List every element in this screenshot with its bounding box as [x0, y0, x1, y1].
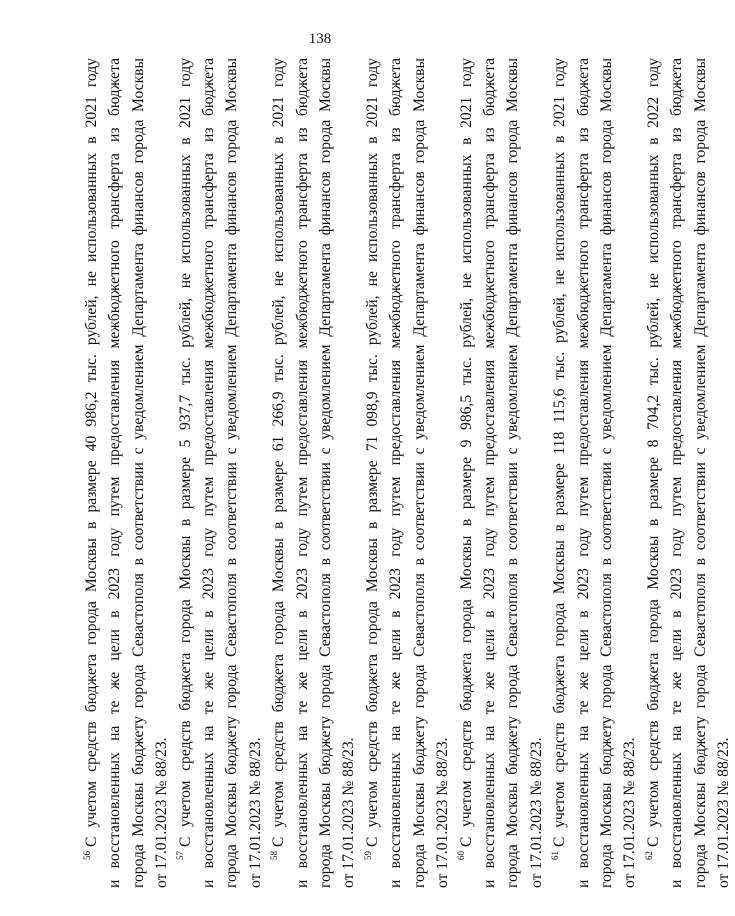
footnote-text: С учетом средств бюджета города Москвы в размере 9 986,5 тыс. рублей, не использованных в 2021 году [457, 58, 475, 847]
footnote-text: от 17.01.2023 № 88/23. [153, 737, 171, 888]
footnote-59 [361, 58, 455, 888]
footnote-56 [80, 58, 174, 888]
footnote-61 [548, 58, 642, 888]
footnote-text: города Москвы бюджету города Севастополя в соответствии с уведомлением Департамента финансов города Москвы [691, 58, 709, 888]
footnote-60 [455, 58, 549, 888]
footnote-text: города Москвы бюджету города Севастополя в соответствии с уведомлением Департамента финансов города Москвы [317, 58, 335, 888]
footnote-mark: 59 [362, 851, 373, 860]
footnote-mark: 56 [81, 851, 92, 860]
footnote-57 [174, 58, 268, 888]
footnote-mark: 58 [269, 851, 280, 860]
footnote-text: С учетом средств бюджета города Москвы в размере 40 986,2 тыс. рублей, не использованных в 2021 году [83, 58, 100, 847]
footnote-text: города Москвы бюджету города Севастополя в соответствии с уведомлением Департамента финансов города Москвы [410, 58, 428, 888]
footnote-text: от 17.01.2023 № 88/23. [434, 737, 452, 888]
footnote-text: города Москвы бюджету города Севастополя в соответствии с уведомлением Департамента финансов города Москвы [597, 58, 615, 888]
footnote-text: города Москвы бюджету города Севастополя в соответствии с уведомлением Департамента финансов города Москвы [223, 58, 241, 888]
footnote-text: С учетом средств бюджета города Москвы в размере 61 266,9 тыс. рублей, не использованных в 2021 году [270, 58, 288, 847]
footnote-text: С учетом средств бюджета города Москвы в размере 5 937,7 тыс. рублей, не использованных в 2021 году [176, 58, 194, 847]
footnotes-frame [80, 58, 732, 888]
footnote-text: и восстановленных на те же цели в 2023 году путем предоставления межбюджетного трансферта из бюджета [293, 58, 311, 888]
footnote-mark: 57 [175, 851, 186, 860]
footnote-text: города Москвы бюджету города Севастополя в соответствии с уведомлением Департамента финансов города Москвы [504, 58, 522, 888]
footnote-text: города Москвы бюджету города Севастополя в соответствии с уведомлением Департамента финансов города Москвы [129, 58, 147, 888]
footnote-text: и восстановленных на те же цели в 2023 году путем предоставления межбюджетного трансферта из бюджета [574, 58, 592, 888]
footnote-mark: 61 [549, 851, 560, 860]
footnote-text: от 17.01.2023 № 88/23. [714, 737, 732, 888]
rotated-footnotes [80, 58, 732, 888]
footnote-text: от 17.01.2023 № 88/23. [527, 737, 545, 888]
footnote-text: от 17.01.2023 № 88/23. [621, 737, 639, 888]
footnote-text: от 17.01.2023 № 88/23. [340, 737, 358, 888]
footnote-text: от 17.01.2023 № 88/23. [246, 737, 264, 888]
footnote-mark: 62 [643, 851, 654, 860]
footnote-text: С учетом средств бюджета города Москвы в размере 8 704,2 тыс. рублей, не использованных в 2022 году [644, 58, 662, 847]
footnote-text: и восстановленных на те же цели в 2023 году путем предоставления межбюджетного трансферта из бюджета [106, 58, 124, 888]
footnote-text: и восстановленных на те же цели в 2023 году путем предоставления межбюджетного трансферта из бюджета [387, 58, 405, 888]
footnote-text: и восстановленных на те же цели в 2023 году путем предоставления межбюджетного трансферта из бюджета [200, 58, 218, 888]
footnote-text: С учетом средств бюджета города Москвы в размере 118 115,6 тыс. рублей, не использованных в 2021 году [551, 58, 569, 847]
footnote-text: С учетом средств бюджета города Москвы в размере 71 098,9 тыс. рублей, не использованных в 2021 году [363, 58, 381, 847]
footnote-text: и восстановленных на те же цели в 2023 году путем предоставления межбюджетного трансферта из бюджета [480, 58, 498, 888]
footnote-mark: 60 [456, 851, 467, 860]
footnote-text: и восстановленных на те же цели в 2023 году путем предоставления межбюджетного трансферта из бюджета [668, 58, 686, 888]
footnote-62 [642, 58, 735, 888]
footnote-58 [267, 58, 361, 888]
page-number: 138 [308, 31, 332, 47]
